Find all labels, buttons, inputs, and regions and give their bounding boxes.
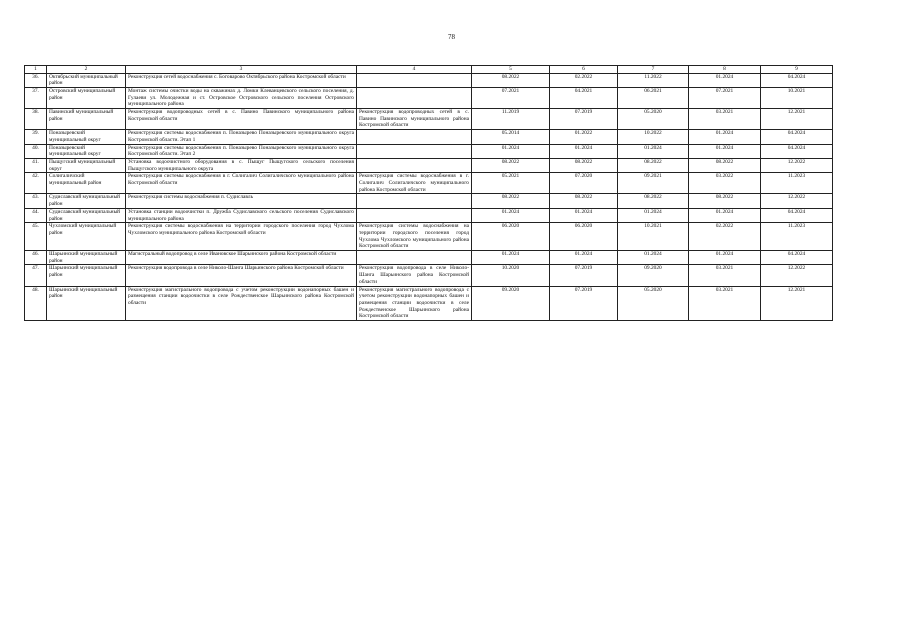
date-cell-7: 10.2022 — [618, 130, 689, 144]
table-row — [25, 144, 833, 158]
date-cell-5: 05.2014 — [472, 130, 550, 144]
date-cell-6: 01.2024 — [550, 144, 618, 158]
date-cell-9: 12.2021 — [761, 109, 833, 130]
date-cell-6: 06.2020 — [550, 223, 618, 251]
row-number-cell: 41. — [25, 158, 47, 172]
date-cell-6: 04.2021 — [550, 87, 618, 108]
date-cell-9: 10.2021 — [761, 87, 833, 108]
date-cell-7: 01.2024 — [618, 251, 689, 265]
date-cell-9: 12.2022 — [761, 265, 833, 286]
district-cell: Шарьинский муниципальный район — [47, 286, 126, 321]
date-cell-6: 02.2022 — [550, 73, 618, 87]
project-cell: Монтаж системы очистки воды на скважинах д. Ломки Клеванцевского сельского поселения, д. Гулаеви ул. Молодежная и ст. Островское Островского сельского поселения Островского муниципального района — [126, 87, 357, 108]
date-cell-8: 03.2022 — [689, 173, 761, 194]
date-cell-9: 04.2024 — [761, 73, 833, 87]
project-cell: Реконструкция системы водоснабжения п. Поназырево Поназыревского муниципального округа Костромской области. Этап 1 — [126, 130, 357, 144]
object-cell: Реконструкция магистрального водопровода с учетом реконструкции водонапорных башен и размещения станции водоочистки в селе Рождественское Шарьинского района Костромской области — [357, 286, 472, 321]
object-cell: Реконструкция системы водоснабжения в г. Солигалич Солигаличского муниципального района Костромской области — [357, 173, 472, 194]
date-cell-5: 08.2022 — [472, 194, 550, 208]
header-cell-5: 5 — [472, 66, 550, 74]
row-number-cell: 46. — [25, 251, 47, 265]
date-cell-7: 10.2021 — [618, 223, 689, 251]
date-cell-7: 09.2020 — [618, 265, 689, 286]
object-cell — [357, 87, 472, 108]
table-row — [25, 87, 833, 108]
date-cell-9: 04.2024 — [761, 144, 833, 158]
row-number-cell: 36. — [25, 73, 47, 87]
district-cell: Островский муниципальный район — [47, 87, 126, 108]
header-cell-6: 6 — [550, 66, 618, 74]
object-cell — [357, 251, 472, 265]
date-cell-8: 03.2021 — [689, 286, 761, 321]
district-cell: Чухломский муниципальный район — [47, 223, 126, 251]
date-cell-7: 05.2020 — [618, 286, 689, 321]
project-cell: Установка водоочистного оборудования в с. Пыщуг Пыщугского сельского поселения Пыщугского муниципального округа — [126, 158, 357, 172]
date-cell-9: 12.2022 — [761, 194, 833, 208]
district-cell: Пыщугский муниципальный округ — [47, 158, 126, 172]
date-cell-8: 03.2021 — [689, 265, 761, 286]
date-cell-8: 01.2024 — [689, 208, 761, 222]
date-cell-6: 07.2019 — [550, 265, 618, 286]
header-cell-8: 8 — [689, 66, 761, 74]
district-cell: Судиславский муниципальный район — [47, 194, 126, 208]
district-cell: Шарьинский муниципальный район — [47, 251, 126, 265]
date-cell-8: 08.2022 — [689, 194, 761, 208]
date-cell-7: 11.2022 — [618, 73, 689, 87]
date-cell-9: 04.2024 — [761, 251, 833, 265]
project-cell: Установка станции водоочистки п. Дружба Судиславского сельского поселения Судиславского муниципального района — [126, 208, 357, 222]
project-cell: Реконструкция водопровода в селе Николо-Шанга Шарьинского района Костромской области — [126, 265, 357, 286]
date-cell-9: 11.2023 — [761, 223, 833, 251]
date-cell-7: 08.2022 — [618, 158, 689, 172]
date-cell-6: 08.2022 — [550, 194, 618, 208]
date-cell-8: 03.2021 — [689, 109, 761, 130]
date-cell-6: 01.2024 — [550, 208, 618, 222]
header-cell-9: 9 — [761, 66, 833, 74]
district-cell: Павинский муниципальный район — [47, 109, 126, 130]
date-cell-8: 08.2022 — [689, 158, 761, 172]
date-cell-9: 12.2021 — [761, 286, 833, 321]
object-cell — [357, 130, 472, 144]
date-cell-8: 01.2024 — [689, 251, 761, 265]
object-cell: Реконструкция водопроводных сетей в с. Павино Павинского муниципального района Костромской области — [357, 109, 472, 130]
project-cell: Реконструкция магистрального водопровода с учетом реконструкции водонапорных башен и размещения станции водоочистки в селе Рождественское Шарьинского района Костромской области — [126, 286, 357, 321]
date-cell-5: 05.2021 — [472, 173, 550, 194]
row-number-cell: 44. — [25, 208, 47, 222]
row-number-cell: 39. — [25, 130, 47, 144]
date-cell-9: 11.2023 — [761, 173, 833, 194]
row-number-cell: 37. — [25, 87, 47, 108]
date-cell-8: 02.2022 — [689, 223, 761, 251]
projects-table — [24, 65, 833, 321]
row-number-cell: 47. — [25, 265, 47, 286]
header-cell-7: 7 — [618, 66, 689, 74]
object-cell — [357, 73, 472, 87]
district-cell: Поназыревский муниципальный округ — [47, 144, 126, 158]
table-row — [25, 194, 833, 208]
date-cell-6: 01.2022 — [550, 130, 618, 144]
header-cell-2: 2 — [47, 66, 126, 74]
date-cell-5: 07.2021 — [472, 87, 550, 108]
table-row — [25, 223, 833, 251]
date-cell-5: 08.2022 — [472, 158, 550, 172]
date-cell-7: 05.2020 — [618, 109, 689, 130]
district-cell: Поназыревский муниципальный округ — [47, 130, 126, 144]
date-cell-8: 01.2024 — [689, 144, 761, 158]
date-cell-5: 11.2019 — [472, 109, 550, 130]
row-number-cell: 45. — [25, 223, 47, 251]
date-cell-5: 06.2020 — [472, 223, 550, 251]
date-cell-6: 07.2019 — [550, 109, 618, 130]
page-number: 78 — [448, 33, 455, 41]
row-number-cell: 38. — [25, 109, 47, 130]
date-cell-7: 09.2021 — [618, 173, 689, 194]
date-cell-5: 01.2024 — [472, 251, 550, 265]
date-cell-6: 07.2019 — [550, 286, 618, 321]
district-cell: Солигаличский муниципальный район — [47, 173, 126, 194]
date-cell-7: 01.2024 — [618, 208, 689, 222]
header-row — [25, 66, 833, 74]
date-cell-7: 08.2022 — [618, 194, 689, 208]
table-row — [25, 173, 833, 194]
table-row — [25, 158, 833, 172]
header-cell-1: 1 — [25, 66, 47, 74]
date-cell-6: 08.2022 — [550, 158, 618, 172]
district-cell: Октябрьский муниципальный район — [47, 73, 126, 87]
header-cell-4: 4 — [357, 66, 472, 74]
date-cell-6: 07.2020 — [550, 173, 618, 194]
table-row — [25, 286, 833, 321]
table-row — [25, 251, 833, 265]
object-cell — [357, 208, 472, 222]
date-cell-7: 01.2024 — [618, 144, 689, 158]
row-number-cell: 48. — [25, 286, 47, 321]
row-number-cell: 40. — [25, 144, 47, 158]
date-cell-9: 04.2024 — [761, 208, 833, 222]
date-cell-9: 12.2022 — [761, 158, 833, 172]
date-cell-6: 01.2024 — [550, 251, 618, 265]
project-cell: Реконструкция водопроводных сетей в с. Павино Павинского муниципального района Костромской области — [126, 109, 357, 130]
table-row — [25, 208, 833, 222]
date-cell-5: 08.2022 — [472, 73, 550, 87]
project-cell: Реконструкция системы водоснабжения п. Поназырево Поназыревского муниципального округа Костромской области. Этап 2 — [126, 144, 357, 158]
date-cell-5: 09.2020 — [472, 286, 550, 321]
header-cell-3: 3 — [126, 66, 357, 74]
project-cell: Магистральный водопровод в селе Ивановское Шарьинского района Костромской области — [126, 251, 357, 265]
date-cell-9: 04.2024 — [761, 130, 833, 144]
date-cell-8: 01.2024 — [689, 73, 761, 87]
row-number-cell: 43. — [25, 194, 47, 208]
date-cell-8: 07.2021 — [689, 87, 761, 108]
row-number-cell: 42. — [25, 173, 47, 194]
table-row — [25, 73, 833, 87]
district-cell: Шарьинский муниципальный район — [47, 265, 126, 286]
project-cell: Реконструкция сетей водоснабжения с. Боговарово Октябрьского района Костромской области — [126, 73, 357, 87]
table-row — [25, 265, 833, 286]
object-cell: Реконструкция водопровода в селе Николо-Шанга Шарьинского района Костромской области — [357, 265, 472, 286]
date-cell-8: 01.2024 — [689, 130, 761, 144]
date-cell-7: 06.2021 — [618, 87, 689, 108]
object-cell — [357, 158, 472, 172]
object-cell — [357, 144, 472, 158]
date-cell-5: 01.2024 — [472, 208, 550, 222]
table-row — [25, 109, 833, 130]
district-cell: Судиславский муниципальный район — [47, 208, 126, 222]
object-cell — [357, 194, 472, 208]
object-cell: Реконструкция системы водоснабжения на территории городского поселения город Чухлома Чухломского муниципального района Костромской области — [357, 223, 472, 251]
date-cell-5: 01.2024 — [472, 144, 550, 158]
date-cell-5: 10.2020 — [472, 265, 550, 286]
project-cell: Реконструкция системы водоснабжения на территории городского поселения город Чухлома Чухломского муниципального района Костромской области — [126, 223, 357, 251]
project-cell: Реконструкция системы водоснабжения в г. Солигалич Солигаличского муниципального района Костромской области — [126, 173, 357, 194]
table-row — [25, 130, 833, 144]
project-cell: Реконструкция системы водоснабжения п. Судиславль — [126, 194, 357, 208]
